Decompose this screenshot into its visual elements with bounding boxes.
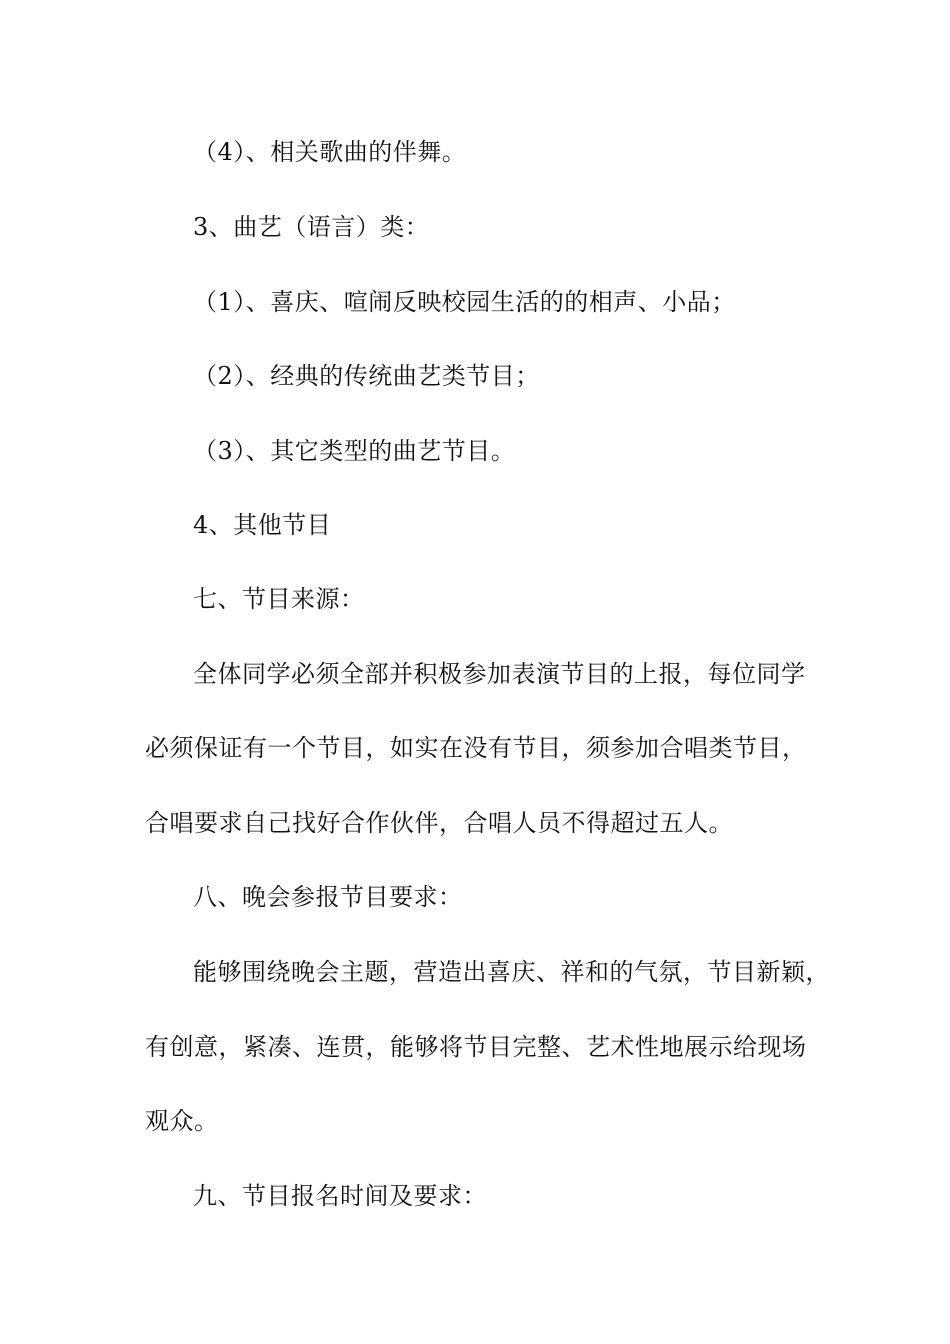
- text-line-4: （2）、经典的传统曲艺类节目；: [193, 362, 540, 390]
- section-heading-8: 八、晚会参报节目要求：: [193, 883, 463, 911]
- text-line-13: 有创意，紧凑、连贯，能够将节目完整、艺术性地展示给现场: [145, 1033, 807, 1061]
- text-line-8: 全体同学必须全部并积极参加表演节目的上报，每位同学: [193, 660, 806, 688]
- text-line-1: （4）、相关歌曲的伴舞。: [193, 138, 467, 166]
- text-line-2: 3、曲艺（语言）类：: [193, 213, 430, 241]
- section-heading-7: 七、节目来源：: [193, 585, 365, 613]
- text-line-9: 必须保证有一个节目，如实在没有节目，须参加合唱类节目，: [145, 734, 807, 762]
- text-line-10: 合唱要求自己找好合作伙伴，合唱人员不得超过五人。: [145, 809, 733, 837]
- section-heading-9: 九、节目报名时间及要求：: [193, 1182, 487, 1210]
- text-line-6: 4、其他节目: [193, 511, 332, 539]
- text-line-3: （1）、喜庆、喧闹反映校园生活的的相声、小品；: [193, 288, 736, 316]
- text-line-12: 能够围绕晚会主题，营造出喜庆、祥和的气氛，节目新颖，: [193, 958, 830, 986]
- text-line-14: 观众。: [145, 1107, 219, 1135]
- text-line-5: （3）、其它类型的曲艺节目。: [193, 437, 516, 465]
